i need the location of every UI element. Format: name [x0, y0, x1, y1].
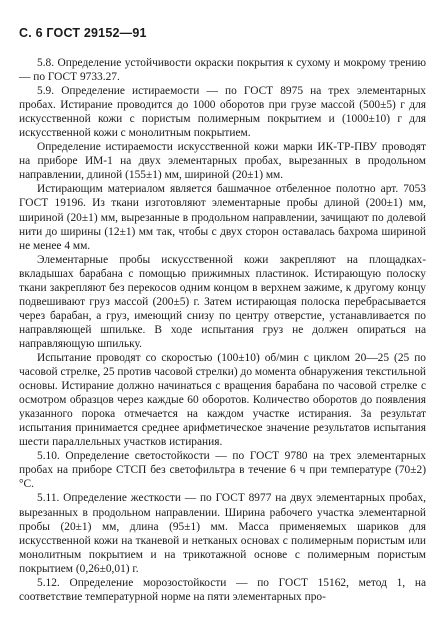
paragraph-5-8: 5.8. Определение устойчивости окраски покрытия к сухому и мокрому трению — по ГОСТ 9733.27. — [19, 57, 426, 84]
paragraph-abrasive-material: Истирающим материалом является башмачное отбеленное полотно арт. 7053 ГОСТ 19196. Из ткани изготовляют элементарные пробы длиной (200±1) мм, шириной (20±1) мм, вырезанные в продольном направлении, зачищают по долевой нити до ширины (12±1) мм так, чтобы с двух сторон оставалась бахрома шириной не менее 4 мм. — [19, 183, 426, 252]
paragraph-5-11: 5.11. Определение жесткости — по ГОСТ 8977 на двух элементарных пробах, вырезанных в продольном направлении. Ширина рабочего участка элементарной пробы (20±1) мм, длина (95±1) мм. Масса применяемых шариков для искусственной кожи на тканевой и нетканых основах с полимерным пористым или монолитным покрытием и на трикотажной основе с полимерным пористым покрытием (0,26±0,01) г. — [19, 492, 426, 575]
document-body — [19, 56, 426, 604]
paragraph-test-procedure: Испытание проводят со скоростью (100±10) об/мин с циклом 20—25 (25 по часовой стрелке, 25 против часовой стрелки) до момента обнаружения текстильной основы. Истирание должно начинаться с вращения барабана по часовой стрелке с осмотром образцов через каждые 60 оборотов. Количество оборотов до появления указанного порока отмечается на каждом участке истирания. За результат испытания принимается среднее арифметическое значение результатов испытания шести параллельных участков истирания. — [19, 351, 426, 449]
paragraph-5-9: 5.9. Определение истираемости — по ГОСТ 8975 на трех элементарных пробах. Истирание проводится до 1000 оборотов при грузе массой (500±5) г для искусственной кожи с пористым полимерным покрытием и (1000±10) г для искусственной кожи с монолитным покрытием. — [19, 85, 426, 140]
paragraph-5-10: 5.10. Определение светостойкости — по ГОСТ 9780 на трех элементарных пробах на приборе СТСП без светофильтра в течение 6 ч при температуре (70±2)°С. — [19, 450, 426, 491]
paragraph-ik-tr-pvu: Определение истираемости искусственной кожи марки ИК-ТР-ПВУ проводят на приборе ИМ-1 на двух элементарных пробах, вырезанных в продольном направлении, длиной (155±1) мм, шириной (20±1) мм. — [19, 141, 426, 182]
page-header: С. 6 ГОСТ 29152—91 — [19, 26, 147, 40]
paragraph-5-12: 5.12. Определение морозостойкости — по ГОСТ 15162, метод 1, на соответствие температурной норме на пяти элементарных про- — [19, 576, 426, 603]
paragraph-sample-mounting: Элементарные пробы искусственной кожи закрепляют на площадках-вкладышах барабана с помощью прижимных пластинок. Истирающую полоску ткани закрепляют без перекосов одним концом в верхнем зажиме, к другому концу подвешивают груз массой (200±5) г. Затем истирающая полоска перебрасывается через барабан, а груз, имеющий снизу по центру отверстие, устанавливается по направляющей шпильке. В ходе испытания груз не должен опираться на направляющую шпильку. — [19, 253, 426, 350]
